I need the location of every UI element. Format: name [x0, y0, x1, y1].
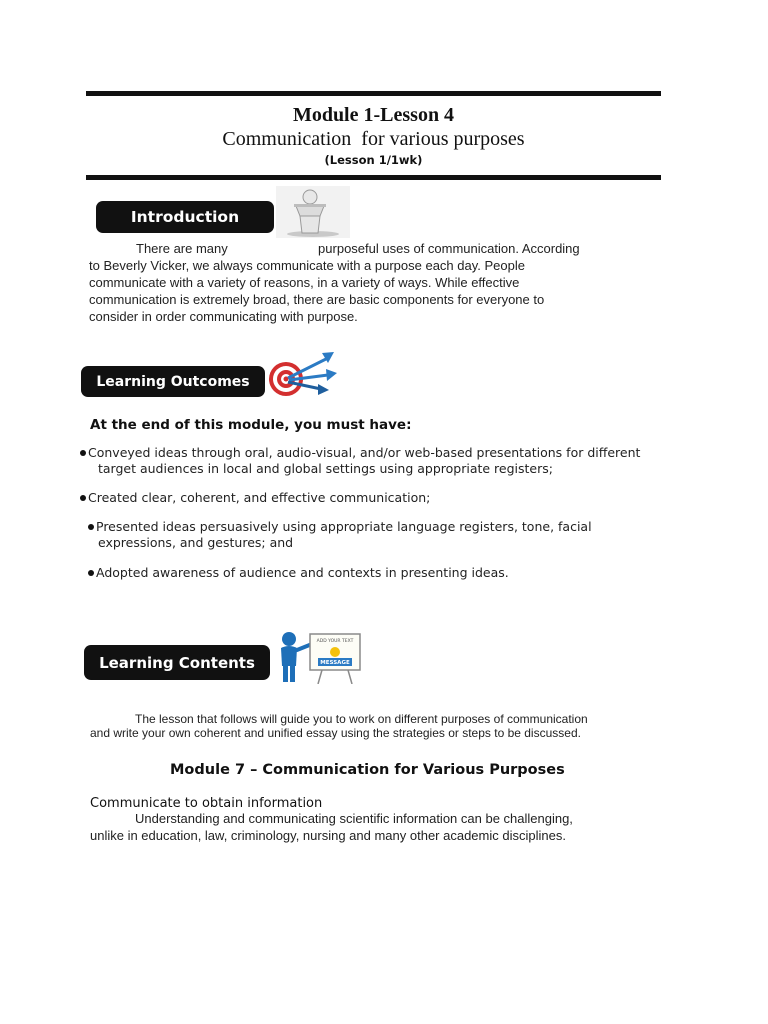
podium-speaker-icon [276, 186, 350, 238]
presenter-board-icon [272, 630, 364, 684]
learning-contents-paragraph [90, 712, 700, 740]
lesson-note: (Lesson 1/1wk) [324, 153, 423, 167]
outcome-text-cont: expressions, and gestures; and [98, 535, 294, 550]
module7-line: Understanding and communicating scientific information can be challenging, [135, 811, 573, 826]
board-bottom-text: MESSAGE [320, 660, 350, 666]
introduction-line: consider in order communicating with purpose. [89, 309, 358, 324]
outcome-item [80, 445, 700, 477]
learning-outcomes-label-text: Learning Outcomes [96, 373, 250, 390]
top-rule [86, 91, 661, 96]
outcome-item [88, 519, 698, 551]
introduction-line: communicate with a variety of reasons, in a variety of ways. While effective [89, 275, 520, 290]
bullet-dot [80, 450, 86, 456]
outcomes-lead: At the end of this module, you must have: [90, 417, 412, 433]
outcome-text: Presented ideas persuasively using appropriate language registers, tone, facial [96, 519, 592, 534]
introduction-line: to Beverly Vicker, we always communicate with a purpose each day. People [89, 258, 525, 273]
introduction-label [96, 201, 274, 233]
introduction-label-text: Introduction [130, 208, 240, 226]
bullet-dot [88, 524, 94, 530]
introduction-line: There are many purposeful uses of communication. According [136, 241, 580, 256]
bottom-rule [86, 175, 661, 180]
learning-contents-label [84, 645, 270, 680]
target-darts-icon [266, 349, 340, 399]
module7-paragraph [90, 810, 700, 844]
introduction-line: communication is extremely broad, there are basic components for everyone to [89, 292, 545, 307]
outcome-text: Conveyed ideas through oral, audio-visual, and/or web-based presentations for different [88, 445, 641, 460]
learning-outcomes-label [81, 366, 265, 397]
outcome-item [88, 565, 698, 581]
introduction-paragraph [89, 240, 689, 325]
outcome-text-cont: target audiences in local and global settings using appropriate registers; [98, 461, 553, 476]
contents-line: and write your own coherent and unified essay using the strategies or steps to be discussed. [90, 726, 581, 740]
outcome-item [80, 490, 700, 506]
outcome-text: Adopted awareness of audience and contexts in presenting ideas. [96, 565, 509, 580]
contents-line: The lesson that follows will guide you to work on different purposes of communication [135, 712, 588, 726]
page-title: Module 1-Lesson 4 [292, 104, 455, 126]
outcome-text: Created clear, coherent, and effective communication; [88, 490, 431, 505]
bullet-dot [80, 495, 86, 501]
bullet-dot [88, 570, 94, 576]
module7-subheading: Communicate to obtain information [90, 796, 323, 811]
module7-line: unlike in education, law, criminology, nursing and many other academic disciplines. [90, 828, 566, 843]
board-top-text: ADD YOUR TEXT [316, 639, 354, 644]
learning-contents-label-text: Learning Contents [99, 653, 255, 672]
module7-heading: Module 7 – Communication for Various Purposes [170, 762, 565, 778]
page-subtitle: Communication for various purposes [222, 128, 525, 150]
